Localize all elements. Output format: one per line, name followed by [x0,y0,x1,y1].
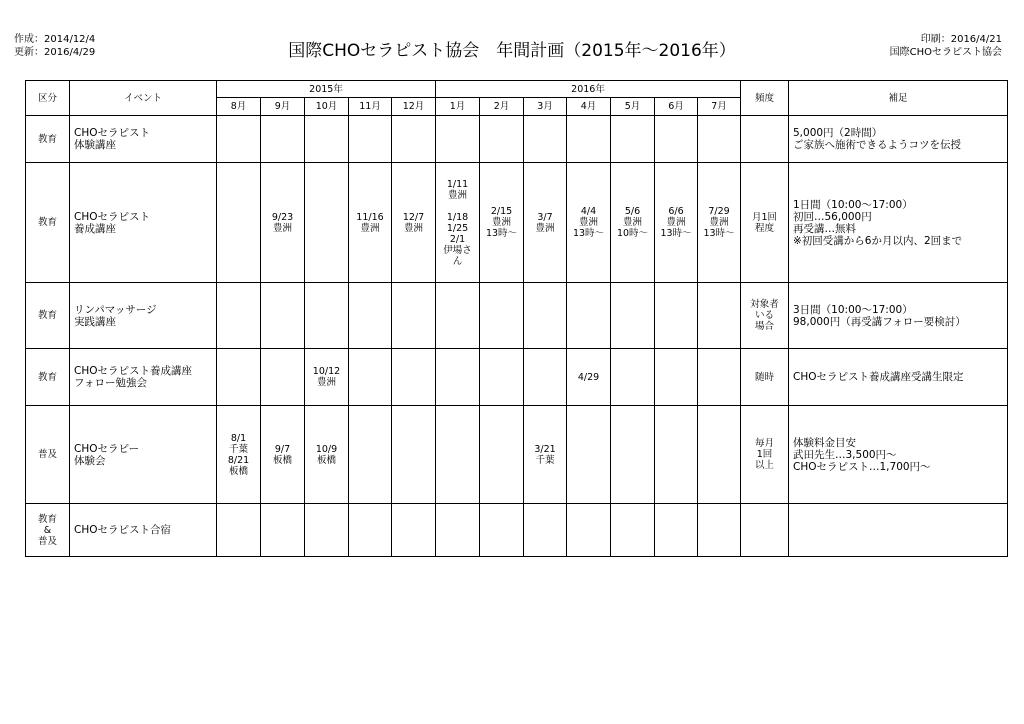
month-cell [567,406,611,504]
print-info [890,33,1002,59]
month-cell [217,283,261,349]
month-cell [480,349,524,406]
schedule-entry: 豊洲 [622,217,642,228]
frequency-cell [741,504,789,557]
month-cell [392,283,436,349]
frequency-cell [741,283,789,349]
month-header: 1月 [436,98,480,116]
event-name: CHOセラピスト [74,210,150,223]
annual-schedule-table [25,80,1008,557]
month-header: 2月 [480,98,524,116]
month-cell [436,406,480,504]
schedule-row [26,504,1008,557]
month-cell [655,163,698,283]
note-text: 初回…56,000円 [793,210,872,223]
year-2015-header: 2015年 [217,81,436,98]
month-cell [611,504,655,557]
month-cell [261,504,305,557]
frequency-cell [741,406,789,504]
schedule-entry: 板橋 [272,454,292,466]
month-cell [611,283,655,349]
month-cell [261,406,305,504]
frequency-text: 場合 [754,321,774,332]
event-name: 体験会 [74,454,106,467]
frequency-text: 対象者 [750,299,779,310]
month-cell [261,349,305,406]
category-text: 教育 [37,513,57,525]
month-header: 6月 [655,98,698,116]
note-text: CHOセラピスト…1,700円～ [793,460,931,473]
printed-date: 印刷：2016/4/21 [920,34,1002,45]
month-cell [436,283,480,349]
month-cell [655,283,698,349]
schedule-row [26,283,1008,349]
month-cell [436,116,480,163]
note-cell [789,504,1008,557]
month-cell [480,504,524,557]
note-text: 98,000円（再受講フォロー要検討） [793,315,966,328]
frequency-cell [741,116,789,163]
month-cell [392,349,436,406]
category-cell [26,163,70,283]
schedule-entry: 豊洲 [447,189,467,201]
month-cell [349,116,392,163]
month-cell [524,504,567,557]
schedule-entry: 11/16 [356,211,384,223]
event-header: イベント [70,81,217,116]
month-cell [392,163,436,283]
category-cell [26,406,70,504]
month-cell [305,349,349,406]
month-cell [261,163,305,283]
event-name: CHOセラピスト [74,127,150,139]
month-header: 4月 [567,98,611,116]
schedule-entry: 板橋 [228,465,248,477]
frequency-header: 頻度 [741,81,789,116]
month-cell [611,163,655,283]
month-cell [655,116,698,163]
schedule-entry: 8/1 [230,432,247,444]
month-cell [305,163,349,283]
month-cell [305,406,349,504]
month-cell [349,163,392,283]
event-cell [70,504,217,557]
created-date: 作成：2014/12/4 [14,34,96,45]
note-cell [789,283,1008,349]
month-cell [436,504,480,557]
month-cell [480,283,524,349]
schedule-entry: 千葉 [535,454,555,466]
month-cell [655,406,698,504]
frequency-cell [741,349,789,406]
event-cell [70,283,217,349]
event-cell [70,349,217,406]
page-title: 国際CHOセラピスト協会 年間計画（2015年～2016年） [288,41,736,61]
schedule-entry: 2/1 [449,233,466,245]
month-cell [392,504,436,557]
schedule-body [26,116,1008,557]
month-cell [305,116,349,163]
event-name: 養成講座 [74,222,116,235]
schedule-entry: 10/9 [315,443,338,455]
month-cell [217,406,261,504]
schedule-entry: 豊洲 [316,377,336,388]
schedule-entry: 13時～ [660,228,692,239]
schedule-entry: 13時～ [703,228,735,239]
event-name: リンパマッサージ [74,303,157,316]
month-cell [567,163,611,283]
month-header: 7月 [698,98,741,116]
note-cell [789,116,1008,163]
event-cell [70,116,217,163]
month-cell [349,504,392,557]
frequency-text: 1回 [756,449,773,460]
month-cell [305,283,349,349]
month-cell [698,406,741,504]
month-cell [611,116,655,163]
event-cell [70,163,217,283]
year-2016-header: 2016年 [436,81,741,98]
month-cell [698,504,741,557]
schedule-entry: 13時～ [485,228,518,239]
schedule-entry: 1/25 [446,222,469,234]
organization-name: 国際CHOセラピスト協会 [889,47,1002,58]
schedule-entry: 9/23 [271,211,294,223]
schedule-entry: 豊洲 [578,217,598,228]
month-header: 11月 [349,98,392,116]
month-cell [524,163,567,283]
month-cell [567,349,611,406]
note-text: ※初回受講から6か月以内、2回まで [793,234,963,247]
month-cell [217,349,261,406]
event-name: 実践講座 [74,315,116,328]
note-text: CHOセラピスト養成講座受講生限定 [793,371,964,383]
category-cell [26,504,70,557]
month-cell [524,406,567,504]
month-cell [524,116,567,163]
category-text: 普及 [37,449,57,460]
frequency-text: 以上 [754,460,774,471]
month-cell [698,283,741,349]
month-cell [655,349,698,406]
schedule-entry: 豊洲 [403,222,423,234]
schedule-entry: 豊洲 [491,217,511,228]
month-cell [611,406,655,504]
schedule-entry: 8/21 [227,454,250,466]
schedule-entry: 1/18 [446,211,469,223]
note-text: 武田先生…3,500円～ [793,448,897,461]
frequency-text: いる [754,310,774,321]
month-cell [655,504,698,557]
month-cell [524,283,567,349]
month-cell [698,116,741,163]
category-text: 教育 [37,217,57,228]
schedule-entry: 10/12 [312,366,341,377]
month-cell [349,349,392,406]
month-cell [567,116,611,163]
month-cell [567,504,611,557]
category-cell [26,283,70,349]
schedule-entry: 9/7 [274,443,291,455]
month-cell [392,406,436,504]
note-cell [789,163,1008,283]
month-cell [349,283,392,349]
schedule-entry: 2/15 [490,206,513,217]
category-text: 教育 [37,310,57,321]
schedule-entry: 3/21 [534,443,556,455]
frequency-cell [741,163,789,283]
schedule-entry: 10時～ [616,228,649,239]
category-text: 教育 [37,371,57,383]
frequency-text: 程度 [754,222,774,234]
schedule-row [26,349,1008,406]
event-name: フォロー勉強会 [74,377,147,389]
schedule-entry [436,201,479,212]
month-header: 8月 [217,98,261,116]
category-text: 教育 [37,133,57,145]
schedule-entry: ん [452,255,463,267]
schedule-entry: 伊場さ [443,244,472,256]
schedule-row [26,163,1008,283]
schedule-entry: 6/6 [668,206,684,217]
month-cell [217,116,261,163]
schedule-entry: 4/29 [577,371,600,383]
month-cell [436,349,480,406]
month-cell [698,349,741,406]
month-cell [305,504,349,557]
note-text: 1日間（10:00～17:00） [793,198,913,211]
month-cell [480,406,524,504]
note-header: 補足 [789,81,1008,116]
frequency-text: 月1回 [751,211,778,223]
month-cell [611,349,655,406]
schedule-entry: 4/4 [580,206,597,217]
note-text: 再受講…無料 [793,222,856,235]
note-cell [789,406,1008,504]
schedule-entry: 豊洲 [709,217,729,228]
schedule-entry: 7/29 [708,206,730,217]
month-cell [698,163,741,283]
month-header: 3月 [524,98,567,116]
schedule-entry: 3/7 [537,211,553,223]
month-cell [567,283,611,349]
schedule-entry: 豊洲 [360,222,380,234]
month-cell [392,116,436,163]
schedule-entry: 12/7 [402,211,425,223]
month-cell [480,163,524,283]
month-cell [480,116,524,163]
schedule-entry: 5/6 [624,206,641,217]
note-text: ご家族へ施術できるようコツを伝授 [793,139,961,151]
schedule-row [26,116,1008,163]
month-cell [217,504,261,557]
schedule-entry: 板橋 [316,454,336,466]
frequency-text: 毎月 [754,438,774,449]
month-cell [261,283,305,349]
header-row-years [26,81,1008,98]
updated-date: 更新：2016/4/29 [14,47,96,58]
frequency-text: 随時 [754,371,774,383]
event-name: CHOセラピー [74,442,140,455]
note-text: 3日間（10:00～17:00） [793,303,913,316]
month-header: 12月 [392,98,436,116]
month-header: 5月 [611,98,655,116]
schedule-entry: 1/11 [446,178,469,190]
note-text: 体験料金目安 [793,436,856,449]
month-header: 10月 [305,98,349,116]
category-cell [26,349,70,406]
schedule-entry: 豊洲 [666,217,686,228]
schedule-entry: 豊洲 [535,222,555,234]
month-cell [217,163,261,283]
category-text: 普及 [37,535,57,547]
category-text: & [43,524,52,536]
note-text: 5,000円（2時間） [793,127,883,139]
category-cell [26,116,70,163]
event-cell [70,406,217,504]
schedule-row [26,406,1008,504]
month-cell [524,349,567,406]
event-name: 体験講座 [74,139,116,151]
month-cell [436,163,480,283]
month-cell [261,116,305,163]
event-name: CHOセラピスト合宿 [74,524,171,536]
event-name: CHOセラピスト養成講座 [74,365,192,377]
month-header: 9月 [261,98,305,116]
note-cell [789,349,1008,406]
schedule-entry: 千葉 [228,443,248,455]
category-header: 区分 [26,81,70,116]
month-cell [349,406,392,504]
schedule-entry: 13時～ [572,228,605,239]
schedule-entry: 豊洲 [272,222,292,234]
